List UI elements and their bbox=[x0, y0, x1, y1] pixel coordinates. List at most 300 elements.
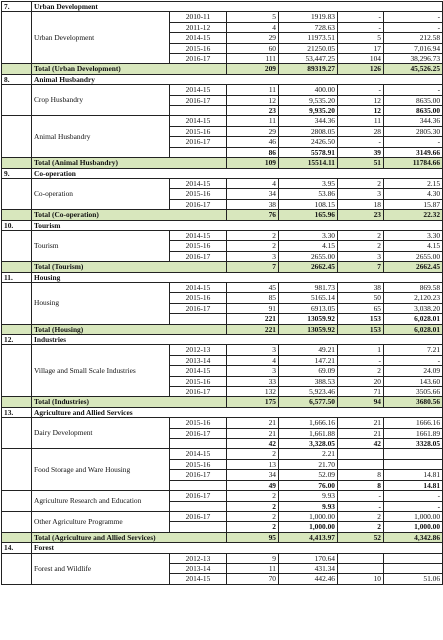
blank-cell bbox=[2, 12, 32, 64]
year-cell: 2015-16 bbox=[170, 43, 227, 53]
year-cell: 2014-15 bbox=[170, 33, 227, 43]
total-value: 2662.45 bbox=[279, 262, 338, 272]
value-cell: - bbox=[338, 491, 384, 501]
value-cell: 17 bbox=[338, 43, 384, 53]
value-cell: 2 bbox=[338, 178, 384, 188]
value-cell: 1,000.00 bbox=[384, 511, 443, 521]
year-cell: 2014-15 bbox=[170, 574, 227, 584]
value-cell: 8635.00 bbox=[384, 95, 443, 105]
value-cell: 12 bbox=[338, 95, 384, 105]
value-cell: 2 bbox=[338, 230, 384, 240]
blank-cell bbox=[2, 262, 32, 272]
total-value: 175 bbox=[227, 397, 279, 407]
value-cell: 29 bbox=[227, 126, 279, 136]
value-cell: 11973.51 bbox=[279, 33, 338, 43]
subtotal-value: 221 bbox=[227, 314, 279, 324]
value-cell: 4.30 bbox=[384, 189, 443, 199]
year-cell: 2016-17 bbox=[170, 95, 227, 105]
value-cell: 2655.00 bbox=[279, 251, 338, 261]
year-cell: 2011-12 bbox=[170, 22, 227, 32]
value-cell: 2 bbox=[227, 511, 279, 521]
value-cell: 3.30 bbox=[279, 230, 338, 240]
year-cell: 2014-15 bbox=[170, 449, 227, 459]
value-cell: 34 bbox=[227, 470, 279, 480]
blank-cell bbox=[2, 532, 32, 542]
value-cell: 4.15 bbox=[279, 241, 338, 251]
year-cell: 2015-16 bbox=[170, 293, 227, 303]
value-cell: 7,016.94 bbox=[384, 43, 443, 53]
section-header-row bbox=[2, 335, 443, 345]
year-cell: 2016-17 bbox=[170, 387, 227, 397]
scheme-label: Urban Development bbox=[32, 12, 170, 64]
total-label: Total (Housing) bbox=[32, 324, 227, 334]
value-cell: - bbox=[338, 355, 384, 365]
year-cell: 2016-17 bbox=[170, 428, 227, 438]
table-row bbox=[2, 418, 443, 428]
value-cell: 7.21 bbox=[384, 345, 443, 355]
year-cell: 2016-17 bbox=[170, 54, 227, 64]
value-cell: 3.95 bbox=[279, 178, 338, 188]
value-cell: 53,447.25 bbox=[279, 54, 338, 64]
total-row bbox=[2, 262, 443, 272]
blank-cell bbox=[2, 230, 32, 261]
blank-cell bbox=[2, 210, 32, 220]
subtotal-value: 12 bbox=[338, 106, 384, 116]
section-title: Forest bbox=[32, 543, 443, 553]
total-row bbox=[2, 397, 443, 407]
value-cell: 344.36 bbox=[384, 116, 443, 126]
value-cell: 3,038.20 bbox=[384, 303, 443, 313]
total-value: 6,577.50 bbox=[279, 397, 338, 407]
total-value: 45,526.25 bbox=[384, 64, 443, 74]
value-cell: 132 bbox=[227, 387, 279, 397]
section-number: 9. bbox=[2, 168, 32, 178]
total-value: 76 bbox=[227, 210, 279, 220]
value-cell: 2 bbox=[227, 241, 279, 251]
year-cell: 2016-17 bbox=[170, 137, 227, 147]
value-cell: 2805.30 bbox=[384, 126, 443, 136]
year-cell: 2013-14 bbox=[170, 355, 227, 365]
blank-cell bbox=[170, 501, 227, 511]
value-cell: 147.21 bbox=[279, 355, 338, 365]
section-title: Housing bbox=[32, 272, 443, 282]
blank-cell bbox=[2, 418, 32, 449]
subtotal-value: 14.81 bbox=[384, 480, 443, 490]
year-cell: 2015-16 bbox=[170, 241, 227, 251]
subtotal-value: - bbox=[338, 501, 384, 511]
value-cell: 5 bbox=[227, 12, 279, 22]
year-cell: 2015-16 bbox=[170, 376, 227, 386]
section-title: Industries bbox=[32, 335, 443, 345]
value-cell: 2 bbox=[227, 449, 279, 459]
total-value: 153 bbox=[338, 324, 384, 334]
value-cell: - bbox=[384, 137, 443, 147]
value-cell: 4 bbox=[227, 178, 279, 188]
year-cell: 2010-11 bbox=[170, 12, 227, 22]
subtotal-value: 5578.91 bbox=[279, 147, 338, 157]
table-row bbox=[2, 449, 443, 459]
value-cell: 38,296.73 bbox=[384, 54, 443, 64]
value-cell: 11 bbox=[227, 116, 279, 126]
value-cell: 2655.00 bbox=[384, 251, 443, 261]
value-cell: 20 bbox=[338, 376, 384, 386]
value-cell: - bbox=[338, 85, 384, 95]
section-header-row bbox=[2, 407, 443, 417]
total-value: 89319.27 bbox=[279, 64, 338, 74]
year-cell: 2016-17 bbox=[170, 303, 227, 313]
subtotal-value: 42 bbox=[227, 439, 279, 449]
value-cell: - bbox=[384, 355, 443, 365]
value-cell: 2426.50 bbox=[279, 137, 338, 147]
scheme-label: Other Agriculture Programme bbox=[32, 511, 170, 532]
blank-cell bbox=[170, 147, 227, 157]
value-cell: 11 bbox=[338, 116, 384, 126]
value-cell: 170.64 bbox=[279, 553, 338, 563]
blank-cell bbox=[2, 345, 32, 397]
scheme-label: Tourism bbox=[32, 230, 170, 261]
value-cell bbox=[338, 459, 384, 469]
value-cell: 3 bbox=[227, 366, 279, 376]
blank-cell bbox=[170, 439, 227, 449]
year-cell: 2014-15 bbox=[170, 366, 227, 376]
value-cell: 104 bbox=[338, 54, 384, 64]
value-cell: 65 bbox=[338, 303, 384, 313]
subtotal-value: 39 bbox=[338, 147, 384, 157]
value-cell: 10 bbox=[338, 574, 384, 584]
value-cell: 2.21 bbox=[279, 449, 338, 459]
total-value: 3680.56 bbox=[384, 397, 443, 407]
year-cell: 2013-14 bbox=[170, 563, 227, 573]
year-cell: 2015-16 bbox=[170, 126, 227, 136]
section-title: Agriculture and Allied Services bbox=[32, 407, 443, 417]
total-value: 52 bbox=[338, 532, 384, 542]
value-cell: 8 bbox=[338, 470, 384, 480]
value-cell: - bbox=[338, 22, 384, 32]
blank-cell bbox=[170, 106, 227, 116]
section-header-row bbox=[2, 168, 443, 178]
table-row bbox=[2, 116, 443, 126]
subtotal-value: 23 bbox=[227, 106, 279, 116]
value-cell: - bbox=[384, 22, 443, 32]
total-value: 22.32 bbox=[384, 210, 443, 220]
value-cell: 108.15 bbox=[279, 199, 338, 209]
value-cell: 51.06 bbox=[384, 574, 443, 584]
subtotal-value: 153 bbox=[338, 314, 384, 324]
value-cell: 13 bbox=[227, 459, 279, 469]
blank-cell bbox=[2, 158, 32, 168]
value-cell: 344.36 bbox=[279, 116, 338, 126]
table-row bbox=[2, 85, 443, 95]
value-cell: 21 bbox=[338, 428, 384, 438]
value-cell: 9,535.20 bbox=[279, 95, 338, 105]
value-cell: 38 bbox=[338, 282, 384, 292]
value-cell: 33 bbox=[227, 376, 279, 386]
value-cell: 21 bbox=[338, 418, 384, 428]
blank-cell bbox=[2, 85, 32, 116]
value-cell: 21.70 bbox=[279, 459, 338, 469]
value-cell: 111 bbox=[227, 54, 279, 64]
subtotal-value: 13059.92 bbox=[279, 314, 338, 324]
year-cell: 2014-15 bbox=[170, 282, 227, 292]
value-cell: 38 bbox=[227, 199, 279, 209]
value-cell: 1 bbox=[338, 345, 384, 355]
blank-cell bbox=[2, 64, 32, 74]
value-cell: 1661.89 bbox=[384, 428, 443, 438]
value-cell: 3 bbox=[227, 251, 279, 261]
value-cell: 143.60 bbox=[384, 376, 443, 386]
subtotal-value: 8 bbox=[338, 480, 384, 490]
value-cell: 52.09 bbox=[279, 470, 338, 480]
value-cell: - bbox=[384, 12, 443, 22]
total-value: 2662.45 bbox=[384, 262, 443, 272]
subtotal-value: 86 bbox=[227, 147, 279, 157]
section-number: 12. bbox=[2, 335, 32, 345]
total-label: Total (Industries) bbox=[32, 397, 227, 407]
subtotal-value: 2 bbox=[338, 522, 384, 532]
scheme-label: Co-operation bbox=[32, 178, 170, 209]
blank-cell bbox=[2, 324, 32, 334]
total-row bbox=[2, 64, 443, 74]
section-header-row bbox=[2, 543, 443, 553]
total-value: 4,342.86 bbox=[384, 532, 443, 542]
total-value: 165.96 bbox=[279, 210, 338, 220]
section-header-row bbox=[2, 2, 443, 12]
total-label: Total (Animal Husbandry) bbox=[32, 158, 227, 168]
value-cell: 18 bbox=[338, 199, 384, 209]
total-label: Total (Tourism) bbox=[32, 262, 227, 272]
value-cell: 728.63 bbox=[279, 22, 338, 32]
subtotal-value: 9,935.20 bbox=[279, 106, 338, 116]
value-cell bbox=[384, 553, 443, 563]
value-cell bbox=[384, 459, 443, 469]
value-cell: 5165.14 bbox=[279, 293, 338, 303]
section-title: Urban Development bbox=[32, 2, 443, 12]
value-cell: 2 bbox=[338, 366, 384, 376]
subtotal-value: 6,028.01 bbox=[384, 314, 443, 324]
value-cell: 212.58 bbox=[384, 33, 443, 43]
total-value: 7 bbox=[227, 262, 279, 272]
total-value: 6,028.01 bbox=[384, 324, 443, 334]
value-cell bbox=[338, 553, 384, 563]
year-cell: 2016-17 bbox=[170, 491, 227, 501]
value-cell: 50 bbox=[338, 293, 384, 303]
value-cell: 1919.83 bbox=[279, 12, 338, 22]
total-row bbox=[2, 532, 443, 542]
value-cell: 53.86 bbox=[279, 189, 338, 199]
year-cell: 2012-13 bbox=[170, 345, 227, 355]
blank-cell bbox=[2, 282, 32, 324]
total-label: Total (Urban Development) bbox=[32, 64, 227, 74]
blank-cell bbox=[2, 116, 32, 158]
value-cell bbox=[338, 449, 384, 459]
value-cell: 2,120.23 bbox=[384, 293, 443, 303]
blank-cell bbox=[170, 480, 227, 490]
table-row bbox=[2, 230, 443, 240]
scheme-label: Forest and Wildlife bbox=[32, 553, 170, 584]
total-value: 4,413.97 bbox=[279, 532, 338, 542]
section-title: Animal Husbandry bbox=[32, 74, 443, 84]
blank-cell bbox=[2, 397, 32, 407]
value-cell: 70 bbox=[227, 574, 279, 584]
value-cell: 1,661.88 bbox=[279, 428, 338, 438]
value-cell: 5,923.46 bbox=[279, 387, 338, 397]
value-cell: 6913.05 bbox=[279, 303, 338, 313]
subtotal-value: 8635.00 bbox=[384, 106, 443, 116]
value-cell: 14.81 bbox=[384, 470, 443, 480]
value-cell: 34 bbox=[227, 189, 279, 199]
table-row bbox=[2, 178, 443, 188]
value-cell: 5 bbox=[338, 33, 384, 43]
total-row bbox=[2, 210, 443, 220]
section-number: 11. bbox=[2, 272, 32, 282]
value-cell bbox=[384, 449, 443, 459]
year-cell: 2012-13 bbox=[170, 553, 227, 563]
year-cell: 2014-15 bbox=[170, 116, 227, 126]
value-cell: 21 bbox=[227, 428, 279, 438]
value-cell bbox=[384, 563, 443, 573]
total-row bbox=[2, 324, 443, 334]
value-cell: 85 bbox=[227, 293, 279, 303]
value-cell: 2808.05 bbox=[279, 126, 338, 136]
scheme-label: Housing bbox=[32, 282, 170, 324]
value-cell: 3 bbox=[338, 189, 384, 199]
total-label: Total (Co-operation) bbox=[32, 210, 227, 220]
subtotal-value: 3149.66 bbox=[384, 147, 443, 157]
table-row bbox=[2, 12, 443, 22]
value-cell: 2 bbox=[338, 511, 384, 521]
section-number: 13. bbox=[2, 407, 32, 417]
records-table bbox=[1, 1, 443, 585]
blank-cell bbox=[2, 491, 32, 512]
table-row bbox=[2, 491, 443, 501]
total-value: 7 bbox=[338, 262, 384, 272]
total-value: 109 bbox=[227, 158, 279, 168]
value-cell: 49.21 bbox=[279, 345, 338, 355]
scheme-label: Food Storage and Ware Housing bbox=[32, 449, 170, 491]
table-row bbox=[2, 282, 443, 292]
subtotal-value: 76.00 bbox=[279, 480, 338, 490]
year-cell: 2016-17 bbox=[170, 470, 227, 480]
value-cell: 12 bbox=[227, 95, 279, 105]
value-cell: 24.09 bbox=[384, 366, 443, 376]
section-title: Co-operation bbox=[32, 168, 443, 178]
value-cell: 3.30 bbox=[384, 230, 443, 240]
blank-cell bbox=[170, 522, 227, 532]
total-value: 51 bbox=[338, 158, 384, 168]
value-cell: 1,000.00 bbox=[279, 511, 338, 521]
value-cell: 9 bbox=[227, 553, 279, 563]
section-number: 7. bbox=[2, 2, 32, 12]
scheme-label: Village and Small Scale Industries bbox=[32, 345, 170, 397]
year-cell: 2015-16 bbox=[170, 418, 227, 428]
subtotal-value: 49 bbox=[227, 480, 279, 490]
section-header-row bbox=[2, 220, 443, 230]
year-cell: 2014-15 bbox=[170, 230, 227, 240]
year-cell: 2014-15 bbox=[170, 178, 227, 188]
blank-cell bbox=[2, 178, 32, 209]
total-value: 15514.11 bbox=[279, 158, 338, 168]
value-cell: 2.15 bbox=[384, 178, 443, 188]
total-label: Total (Agriculture and Allied Services) bbox=[32, 532, 227, 542]
value-cell: 4 bbox=[227, 355, 279, 365]
value-cell: 3 bbox=[338, 251, 384, 261]
value-cell: 400.00 bbox=[279, 85, 338, 95]
value-cell: - bbox=[384, 85, 443, 95]
table-row bbox=[2, 553, 443, 563]
subtotal-value: 1,000.00 bbox=[279, 522, 338, 532]
scheme-label: Crop Husbandry bbox=[32, 85, 170, 116]
value-cell: 2 bbox=[227, 230, 279, 240]
total-value: 11784.66 bbox=[384, 158, 443, 168]
value-cell: 28 bbox=[338, 126, 384, 136]
value-cell: 388.53 bbox=[279, 376, 338, 386]
total-value: 94 bbox=[338, 397, 384, 407]
blank-cell bbox=[2, 449, 32, 491]
total-value: 221 bbox=[227, 324, 279, 334]
section-number: 10. bbox=[2, 220, 32, 230]
value-cell: 91 bbox=[227, 303, 279, 313]
value-cell: 3505.66 bbox=[384, 387, 443, 397]
total-value: 13059.92 bbox=[279, 324, 338, 334]
year-cell: 2016-17 bbox=[170, 251, 227, 261]
value-cell: 2 bbox=[338, 241, 384, 251]
section-number: 8. bbox=[2, 74, 32, 84]
value-cell: 981.73 bbox=[279, 282, 338, 292]
scheme-label: Animal Husbandry bbox=[32, 116, 170, 158]
total-row bbox=[2, 158, 443, 168]
section-header-row bbox=[2, 272, 443, 282]
subtotal-value: 2 bbox=[227, 522, 279, 532]
section-title: Tourism bbox=[32, 220, 443, 230]
subtotal-value: 1,000.00 bbox=[384, 522, 443, 532]
value-cell: 1,666.16 bbox=[279, 418, 338, 428]
value-cell: 21 bbox=[227, 418, 279, 428]
section-header-row bbox=[2, 74, 443, 84]
value-cell: 11 bbox=[227, 85, 279, 95]
value-cell: 60 bbox=[227, 43, 279, 53]
subtotal-value: 9.93 bbox=[279, 501, 338, 511]
blank-cell bbox=[170, 314, 227, 324]
subtotal-value: 3,328.05 bbox=[279, 439, 338, 449]
table-row bbox=[2, 345, 443, 355]
value-cell: 15.87 bbox=[384, 199, 443, 209]
subtotal-value: 3328.05 bbox=[384, 439, 443, 449]
value-cell: 442.46 bbox=[279, 574, 338, 584]
records-table-page bbox=[1, 1, 442, 639]
section-number: 14. bbox=[2, 543, 32, 553]
value-cell: 869.58 bbox=[384, 282, 443, 292]
scheme-label: Dairy Development bbox=[32, 418, 170, 449]
subtotal-value: 2 bbox=[227, 501, 279, 511]
year-cell: 2016-17 bbox=[170, 199, 227, 209]
subtotal-value: - bbox=[384, 501, 443, 511]
value-cell: 2 bbox=[227, 491, 279, 501]
year-cell: 2015-16 bbox=[170, 189, 227, 199]
value-cell: 431.34 bbox=[279, 563, 338, 573]
total-value: 209 bbox=[227, 64, 279, 74]
value-cell: 3 bbox=[227, 345, 279, 355]
value-cell: 4.15 bbox=[384, 241, 443, 251]
total-value: 95 bbox=[227, 532, 279, 542]
value-cell: 45 bbox=[227, 282, 279, 292]
year-cell: 2014-15 bbox=[170, 85, 227, 95]
table-row bbox=[2, 511, 443, 521]
value-cell: 69.09 bbox=[279, 366, 338, 376]
value-cell: 46 bbox=[227, 137, 279, 147]
value-cell: 71 bbox=[338, 387, 384, 397]
total-value: 23 bbox=[338, 210, 384, 220]
scheme-label: Agriculture Research and Education bbox=[32, 491, 170, 512]
